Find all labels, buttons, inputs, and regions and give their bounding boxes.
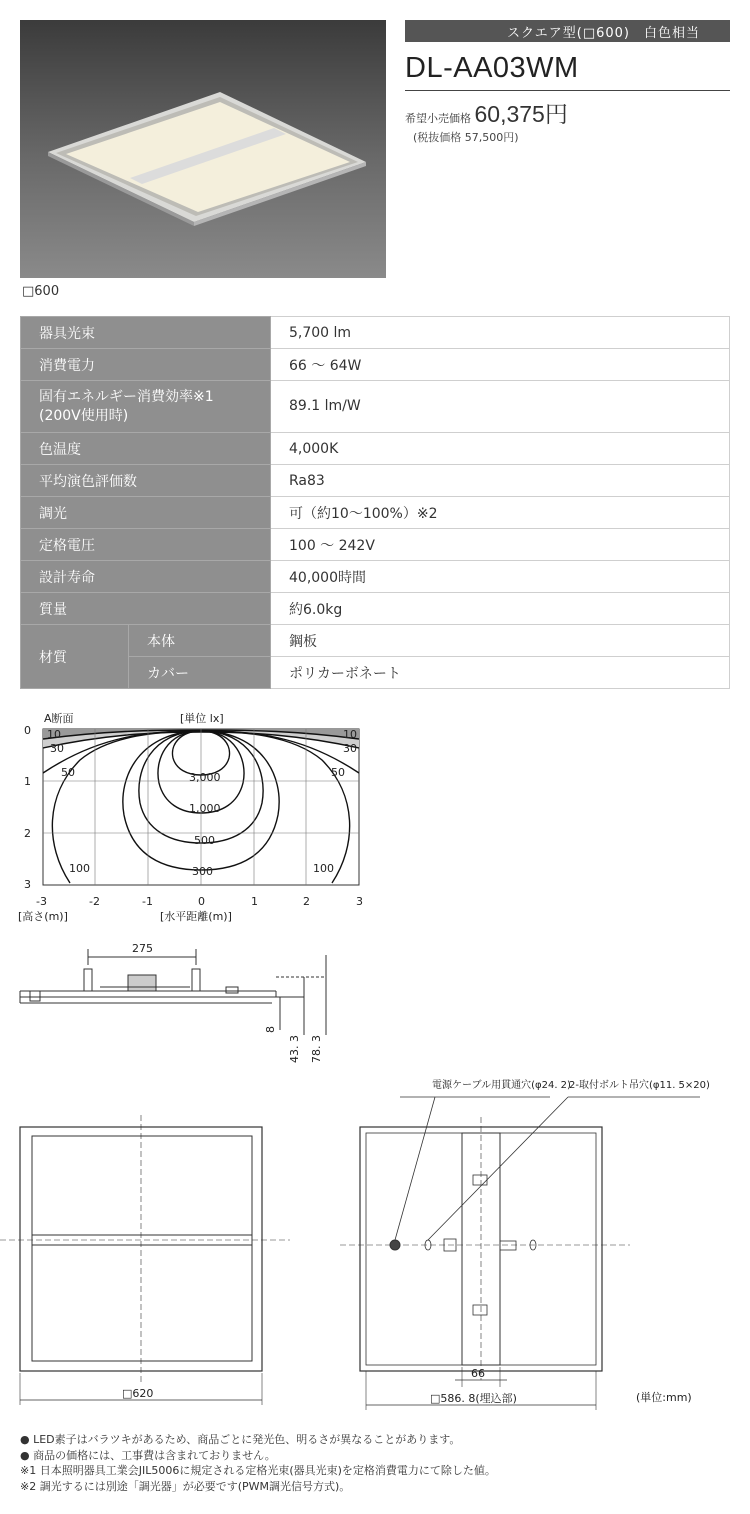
ceiling-light-illustration (20, 20, 386, 278)
price: 60,375円 (474, 101, 568, 127)
x-tick: 3 (356, 895, 363, 908)
y-axis-label: [高さ(m)] (18, 910, 68, 923)
footnotes (20, 1432, 496, 1494)
dim-66: 66 (471, 1367, 485, 1380)
spec-label: 設計寿命 (21, 561, 271, 593)
spec-value: 40,000時間 (271, 561, 730, 593)
dim-620: □620 (122, 1387, 154, 1400)
spec-value: 89.1 lm/W (271, 381, 730, 433)
spec-label: 定格電圧 (21, 529, 271, 561)
back-view-drawing (340, 1075, 740, 1415)
spec-table (20, 316, 730, 689)
y-tick: 2 (24, 827, 31, 840)
dim-8: 8 (264, 1026, 277, 1033)
y-tick: 3 (24, 878, 31, 891)
contour-label: 1,000 (189, 802, 221, 815)
contour-label: 3,000 (189, 771, 221, 784)
spec-row (21, 561, 730, 593)
product-photo (20, 20, 386, 278)
footnote: ● 商品の価格には、工事費は含まれておりません。 (20, 1448, 276, 1462)
spec-row (21, 625, 730, 657)
contour-label: 30 (50, 742, 64, 755)
spec-row (21, 593, 730, 625)
footnote: ※2 調光するには別途「調光器」が必要です(PWM調光信号方式)。 (20, 1479, 351, 1493)
spec-row (21, 433, 730, 465)
spec-value: ポリカーボネート (271, 657, 730, 689)
contour-label: 10 (47, 728, 61, 741)
spec-label: 器具光束 (21, 317, 271, 349)
spec-row (21, 349, 730, 381)
contour-label: 500 (194, 834, 215, 847)
dim-586-8: □586. 8(埋込部) (430, 1392, 517, 1405)
title-divider (405, 90, 730, 91)
contour-label: 300 (192, 865, 213, 878)
spec-value: 可（約10～100%）※2 (271, 497, 730, 529)
dim-78-3: 78. 3 (310, 1035, 323, 1063)
price-excl-tax: (税抜価格 57,500円) (413, 131, 519, 144)
spec-value: 鋼板 (271, 625, 730, 657)
model-number: DL-AA03WM (405, 52, 579, 84)
x-tick: 1 (251, 895, 258, 908)
contour-label: 10 (343, 728, 357, 741)
x-tick: -2 (89, 895, 100, 908)
contour-label: 50 (331, 766, 345, 779)
spec-label-material: 材質 (21, 625, 129, 689)
x-tick: 0 (198, 895, 205, 908)
category-bar: スクエア型(□600) 白色相当 (405, 20, 730, 42)
spec-row (21, 381, 730, 433)
spec-value: 100 ～ 242V (271, 529, 730, 561)
spec-row (21, 465, 730, 497)
spec-value: Ra83 (271, 465, 730, 497)
spec-row (21, 317, 730, 349)
unit-label-mm: (単位:mm) (636, 1391, 692, 1404)
contour-label: 100 (69, 862, 90, 875)
spec-label: 平均演色評価数 (21, 465, 271, 497)
contour-label: 30 (343, 742, 357, 755)
dim-43-3: 43. 3 (288, 1035, 301, 1063)
footnote: ※1 日本照明器具工業会JIL5006に規定される定格光束(器具光束)を定格消費電力にて除した値。 (20, 1464, 496, 1477)
unit-label: [単位 lx] (180, 712, 224, 725)
spec-row (21, 529, 730, 561)
x-tick: -1 (142, 895, 153, 908)
spec-label: 質量 (21, 593, 271, 625)
dim-275: 275 (132, 942, 153, 955)
spec-label: 消費電力 (21, 349, 271, 381)
x-axis-label: [水平距離(m)] (160, 910, 232, 923)
spec-sublabel-body: 本体 (129, 625, 271, 657)
front-view-drawing (0, 1115, 300, 1415)
y-tick: 0 (24, 724, 31, 737)
x-tick: -3 (36, 895, 47, 908)
photo-caption: □600 (22, 284, 60, 299)
spec-row (21, 497, 730, 529)
illuminance-chart (0, 705, 400, 930)
price-row (405, 96, 568, 129)
spec-value: 4,000K (271, 433, 730, 465)
spec-label-line2: (200V使用時) (39, 407, 129, 424)
section-label: A断面 (44, 712, 74, 725)
spec-label-line1: 固有エネルギー消費効率※1 (39, 388, 214, 405)
spec-value: 約6.0kg (271, 593, 730, 625)
cable-hole-label: 電源ケーブル用貫通穴(φ24. 2) (432, 1080, 571, 1091)
x-tick: 2 (303, 895, 310, 908)
spec-value: 5,700 lm (271, 317, 730, 349)
contour-label: 50 (61, 766, 75, 779)
spec-label: 調光 (21, 497, 271, 529)
spec-sublabel-cover: カバー (129, 657, 271, 689)
bolt-hole-label: 2-取付ボルト吊穴(φ11. 5×20) (569, 1080, 710, 1091)
price-label: 希望小売価格 (405, 112, 471, 125)
spec-value: 66 ～ 64W (271, 349, 730, 381)
spec-label (21, 381, 271, 433)
footnote: ● LED素子はバラツキがあるため、商品ごとに発光色、明るさが異なることがあります。 (20, 1433, 461, 1446)
side-view-drawing (0, 935, 360, 1065)
contour-label: 100 (313, 862, 334, 875)
spec-label: 色温度 (21, 433, 271, 465)
y-tick: 1 (24, 775, 31, 788)
